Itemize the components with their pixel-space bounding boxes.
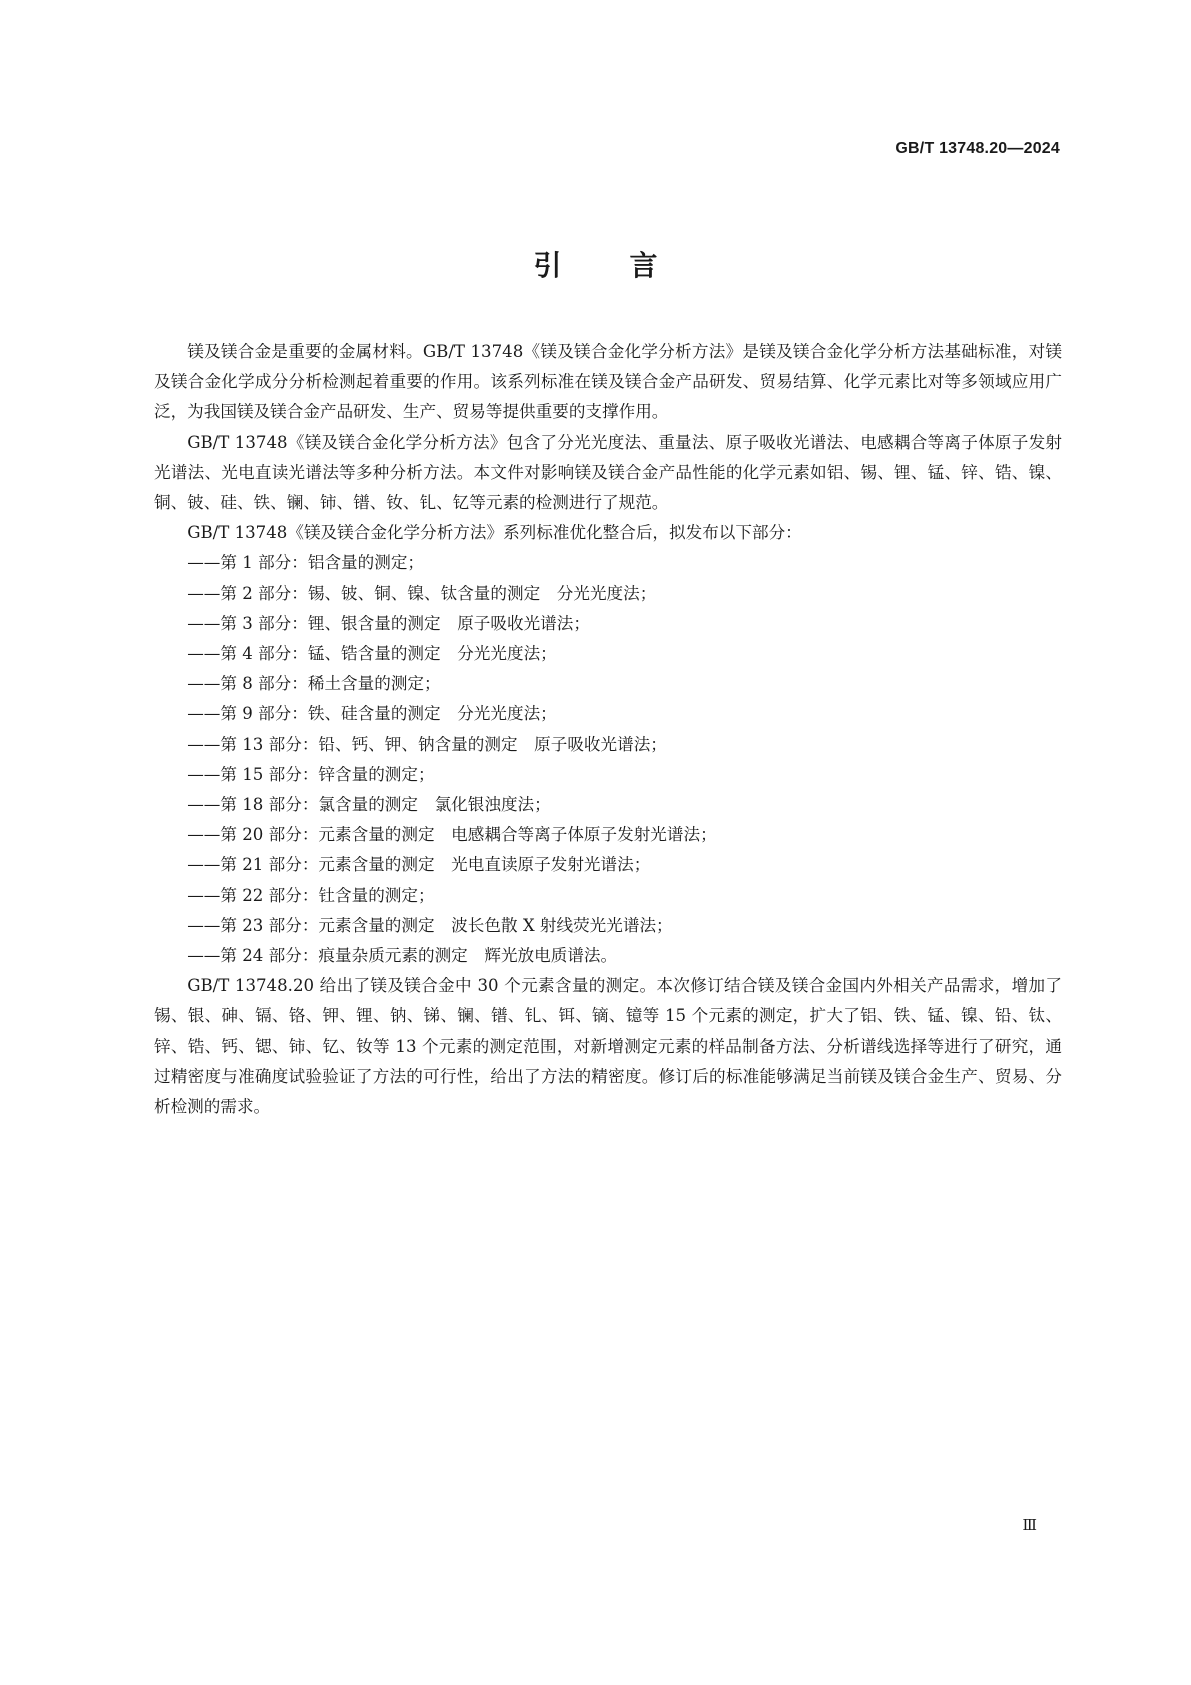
introduction-body — [154, 337, 1062, 1122]
page-title: 引言 — [533, 249, 726, 282]
parts-list — [154, 548, 1062, 971]
page-number: Ⅲ — [1022, 1516, 1037, 1534]
list-item: ——第 8 部分：稀土含量的测定； — [187, 674, 441, 694]
list-item: ——第 1 部分：铝含量的测定； — [187, 553, 425, 573]
list-item: ——第 2 部分：锡、铍、铜、镍、钛含量的测定 分光光度法； — [187, 583, 657, 603]
list-item: ——第 22 部分：钍含量的测定； — [187, 885, 435, 905]
list-item: ——第 24 部分：痕量杂质元素的测定 辉光放电质谱法。 — [187, 946, 618, 966]
intro-paragraph: 镁及镁合金是重要的金属材料。GB/T 13748《镁及镁合金化学分析方法》是镁及镁合金化学分析方法基础标准，对镁及镁合金化学成分分析检测起着重要的作用。该系列标准在镁及镁合金产品研发、贸易结算、化学元素比对等多领域应用广泛，为我国镁及镁合金产品研发、生产、贸易等提供重要的支撑作用。 — [154, 342, 1062, 422]
list-item: ——第 23 部分：元素含量的测定 波长色散 X 射线荧光光谱法； — [187, 915, 673, 935]
list-item: ——第 4 部分：锰、锆含量的测定 分光光度法； — [187, 644, 557, 664]
intro-paragraph: GB/T 13748《镁及镁合金化学分析方法》包含了分光光度法、重量法、原子吸收光谱法、电感耦合等离子体原子发射光谱法、光电直读光谱法等多种分析方法。本文件对影响镁及镁合金产品性能的化学元素如铝、锡、锂、锰、锌、锆、镍、铜、铍、硅、铁、镧、铈、镨、钕、钆、钇等元素的检测进行了规范。 — [154, 432, 1062, 513]
list-item: ——第 21 部分：元素含量的测定 光电直读原子发射光谱法； — [187, 855, 651, 875]
document-code: GB/T 13748.20—2024 — [895, 140, 1060, 157]
list-item: ——第 18 部分：氯含量的测定 氯化银浊度法； — [187, 795, 551, 815]
revision-paragraph: GB/T 13748.20 给出了镁及镁合金中 30 个元素含量的测定。本次修订结合镁及镁合金国内外相关产品需求，增加了锡、银、砷、镉、铬、钾、锂、钠、锑、镧、镨、钆、铒、镝、镱等 15 个元素的测定，扩大了铝、铁、锰、镍、铅、钛、锌、锆、钙、锶、铈、钇、钕等 13 个元素的测定范围，对新增测定元素的样品制备方法、分析谱线选择等进行了研究，通过精密度与准确度试验验证了方法的可行性，给出了方法的精密度。修订后的标准能够满足当前镁及镁合金生产、贸易、分析检测的需求。 — [154, 976, 1062, 1117]
list-item: ——第 9 部分：铁、硅含量的测定 分光光度法； — [187, 704, 557, 724]
list-item: ——第 13 部分：铅、钙、钾、钠含量的测定 原子吸收光谱法； — [187, 734, 667, 754]
list-item: ——第 20 部分：元素含量的测定 电感耦合等离子体原子发射光谱法； — [187, 825, 717, 845]
intro-paragraph: GB/T 13748《镁及镁合金化学分析方法》系列标准优化整合后，拟发布以下部分： — [187, 523, 802, 543]
list-item: ——第 3 部分：锂、银含量的测定 原子吸收光谱法； — [187, 613, 590, 633]
list-item: ——第 15 部分：锌含量的测定； — [187, 764, 435, 784]
